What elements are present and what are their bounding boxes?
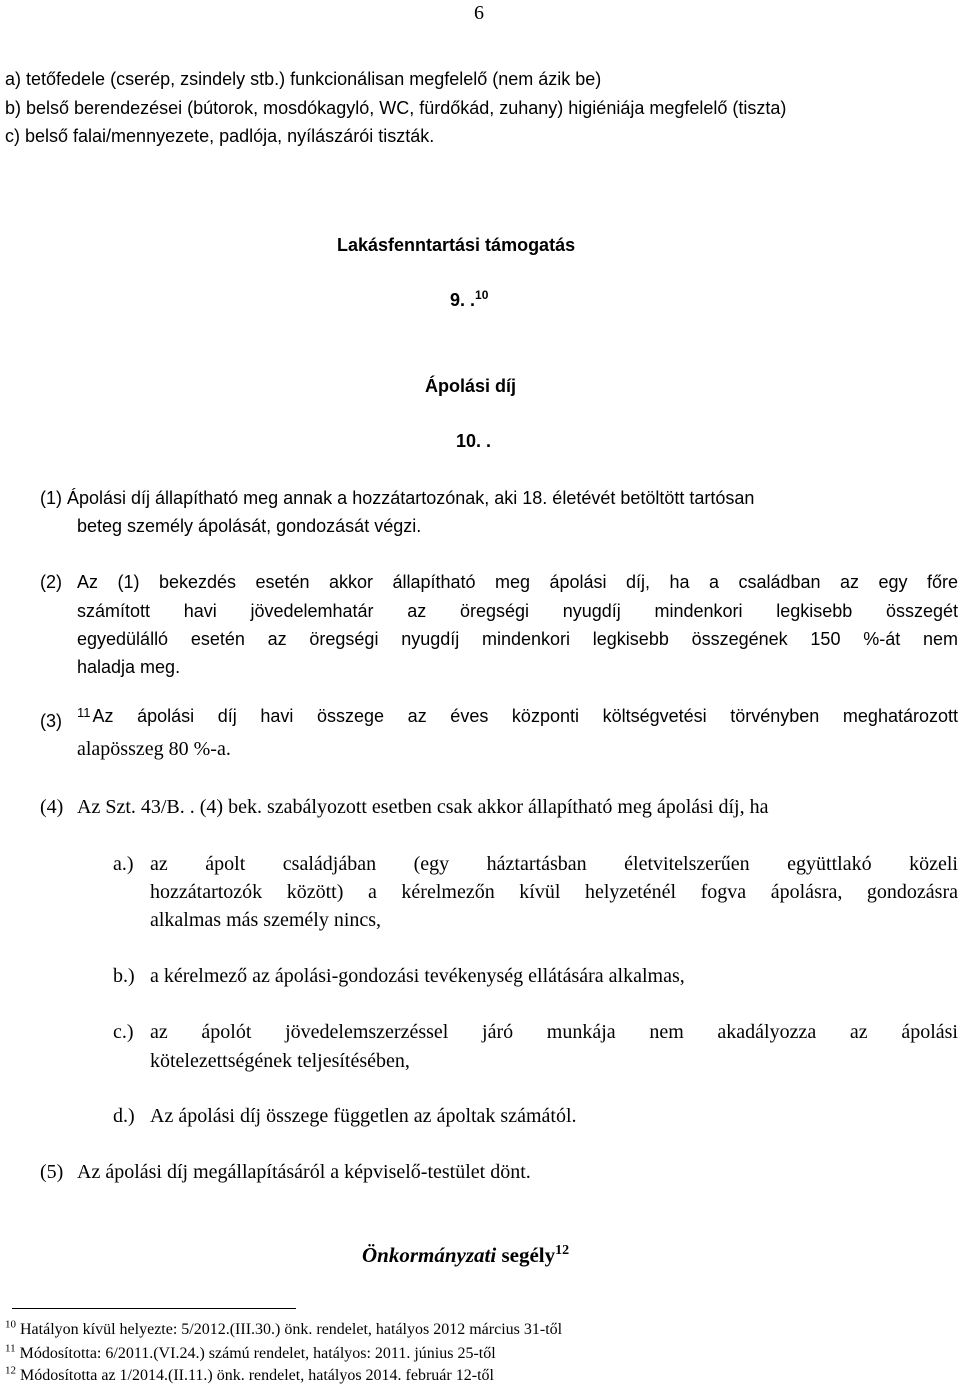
footnote-text: Módosította az 1/2014.(II.11.) önk. rendelet, hatályos 2014. február 12-től [20, 1367, 494, 1384]
list-item-label: b.) [113, 965, 135, 987]
footnote [5, 1342, 496, 1363]
list-item-line: az ápolt családjában (egy háztartásban életvitelszerűen együttlakó közeli [150, 853, 958, 875]
paragraph-1-line: beteg személy ápolását, gondozását végzi. [77, 516, 422, 536]
footnote-ref: 12 [555, 1243, 570, 1258]
paragraph-3-text: Az ápolási díj havi összege az éves központi költségvetési törvényben meghatározott [92, 706, 958, 726]
intro-line: b) belső berendezései (bútorok, mosdókagyló, WC, fürdőkád, zuhany) higiéniája megfelelő (tiszta) [5, 98, 787, 118]
intro-line: a) tetőfedele (cserép, zsindely stb.) funkcionálisan megfelelő (nem ázik be) [5, 69, 602, 89]
section-heading [362, 1243, 569, 1268]
footnote-number: 12 [5, 1364, 16, 1377]
footnote [5, 1364, 494, 1385]
intro-line: c) belső falai/mennyezete, padlója, nyílászárói tiszták. [5, 126, 435, 146]
list-item-line: a kérelmező az ápolási-gondozási tevékenység ellátására alkalmas, [150, 965, 685, 987]
paragraph-1-line: (1) Ápolási díj állapítható meg annak a hozzátartozónak, aki 18. életévét betöltött tartósan [40, 488, 755, 508]
footnote-ref: 11 [77, 705, 91, 720]
paragraph-5-label: (5) [40, 1161, 64, 1183]
list-item-line: alkalmas más személy nincs, [150, 909, 382, 931]
footnote-number: 10 [5, 1318, 16, 1331]
paragraph-2-line: haladja meg. [77, 657, 181, 677]
footnote [5, 1318, 563, 1339]
paragraph-4-text: Az Szt. 43/B. . (4) bek. szabályozott esetben csak akkor állapítható meg ápolási díj, ha [77, 796, 769, 818]
page-number: 6 [474, 2, 484, 24]
paragraph-2-line: Az (1) bekezdés esetén akkor állapítható meg ápolási díj, ha a családban az egy főre [77, 572, 958, 592]
paragraph-number [450, 290, 488, 311]
section-heading-italic: Önkormányzati [362, 1243, 497, 1267]
paragraph-3-line: alapösszeg 80 %-a. [77, 738, 231, 760]
paragraph-5-text: Az ápolási díj megállapításáról a képviselő-testület dönt. [77, 1161, 531, 1183]
list-item-label: a.) [113, 853, 134, 875]
list-item-line: kötelezettségének teljesítésében, [150, 1050, 410, 1072]
paragraph-number: 10. . [456, 431, 492, 451]
section-heading: Lakásfenntartási támogatás [337, 235, 576, 255]
paragraph-2-line: számított havi jövedelemhatár az öregségi nyugdíj mindenkori legkisebb összegét [77, 601, 958, 621]
footnote-number: 11 [5, 1342, 16, 1355]
footnote-ref: 10 [475, 288, 489, 302]
list-item-label: c.) [113, 1021, 134, 1043]
footnote-text: Módosította: 6/2011.(VI.24.) számú rendelet, hatályos: 2011. június 25-től [19, 1345, 496, 1362]
paragraph-2-label: (2) [40, 572, 62, 592]
footnote-separator [12, 1308, 296, 1309]
paragraph-3-line [77, 706, 958, 727]
list-item-label: d.) [113, 1105, 135, 1127]
footnote-text: Hatályon kívül helyezte: 5/2012.(III.30.) önk. rendelet, hatályos 2012 március 31-től [20, 1321, 563, 1338]
paragraph-number-text: 9. . [450, 290, 476, 310]
list-item-line: Az ápolási díj összege független az ápoltak számától. [150, 1105, 577, 1127]
list-item-line: az ápolót jövedelemszerzéssel járó munkája nem akadályozza az ápolási [150, 1021, 958, 1043]
paragraph-4-label: (4) [40, 796, 64, 818]
section-heading-rest: segély [496, 1243, 556, 1267]
list-item-line: hozzátartozók között) a kérelmezőn kívül helyzeténél fogva ápolásra, gondozásra [150, 881, 958, 903]
section-heading: Ápolási díj [425, 376, 517, 396]
paragraph-2-line: egyedülálló esetén az öregségi nyugdíj mindenkori legkisebb összegének 150 %-át nem [77, 629, 958, 649]
paragraph-3-label: (3) [40, 711, 62, 731]
